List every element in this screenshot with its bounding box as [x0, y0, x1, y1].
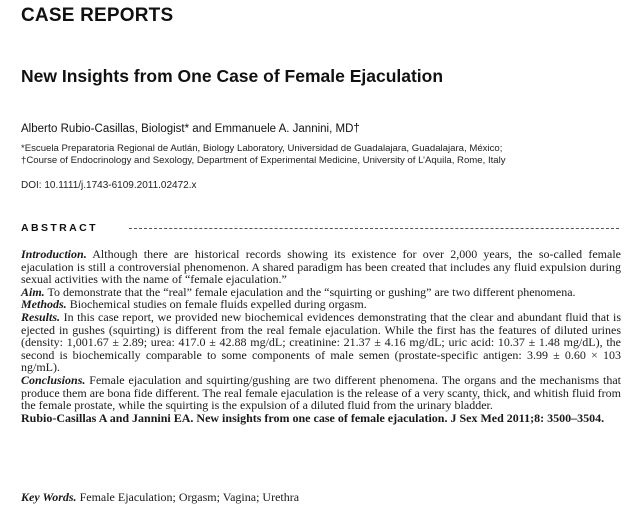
affiliation-2: †Course of Endocrinology and Sexology, Department of Experimental Medicine, University of L’Aquila, Rome, Italy — [21, 155, 506, 166]
results-label: Results. — [21, 309, 61, 324]
citation: Rubio-Casillas A and Jannini EA. New insights from one case of female ejaculation. J Sex Med 2011;8: 3500–3504. — [21, 410, 605, 425]
introduction-text: Although there are historical records showing its existence for over 2,000 years, the so-called female ejaculation is still a controversial phenomenon. A shared paradigm has been created that includes any fluid expulsion during sexual activities with the name of “female ejaculation.” — [21, 247, 621, 287]
conclusions-label: Conclusions. — [21, 372, 86, 387]
paper-title: New Insights from One Case of Female Ejaculation — [21, 66, 444, 86]
abstract-rule — [129, 228, 619, 229]
authors-line: Alberto Rubio-Casillas, Biologist* and Emmanuele A. Jannini, MD† — [21, 123, 360, 135]
aim-label: Aim. — [21, 284, 45, 299]
abstract-introduction — [21, 248, 621, 286]
section-label: CASE REPORTS — [21, 5, 174, 26]
doi-link[interactable]: DOI: 10.1111/j.1743-6109.2011.02472.x — [21, 180, 197, 191]
abstract-heading-label: ABSTRACT — [21, 222, 98, 234]
abstract-body — [21, 248, 621, 424]
abstract-conclusions — [21, 374, 621, 412]
keywords-label: Key Words. — [21, 490, 77, 504]
results-text: In this case report, we provided new biochemical evidences demonstrating that the clear and abundant fluid that is ejected in gushes (squirting) is different from the real female ejaculation. While the first has the features of diluted urines (density: 1,001.67 ± 2.89; urea: 417.0 ± 42.88 mg/dL; creatinine: 21.37 ± 4.16 mg/dL; uric acid: 10.37 ± 1.48 mg/dL), the second is biochemically comparable to some components of male semen (prostate-specific antigen: 3.99 ± 0.60 × 103 ng/mL). — [21, 309, 622, 375]
conclusions-text: Female ejaculation and squirting/gushing are two different phenomena. The organs and the mechanisms that produce them are bona fide different. The real female ejaculation is the release of a very scanty, thick, and whitish fluid from the female prostate, while the squirting is the expulsion of a diluted fluid from the urinary bladder. — [21, 372, 621, 413]
aim-text: To demonstrate that the “real” female ejaculation and the “squirting or gushing” are two different phenomena. — [47, 284, 576, 299]
keywords — [21, 490, 621, 505]
keywords-text: Female Ejaculation; Orgasm; Vagina; Urethra — [79, 490, 300, 504]
methods-text: Biochemical studies on female fluids expelled during orgasm. — [69, 297, 367, 312]
affiliation-1: *Escuela Preparatoria Regional de Autlán, Biology Laboratory, Universidad de Guadalajara, Guadalajara, México; — [21, 143, 503, 154]
methods-label: Methods. — [21, 297, 67, 312]
introduction-label: Introduction. — [21, 247, 87, 261]
abstract-heading — [21, 222, 619, 234]
abstract-results — [21, 311, 621, 374]
